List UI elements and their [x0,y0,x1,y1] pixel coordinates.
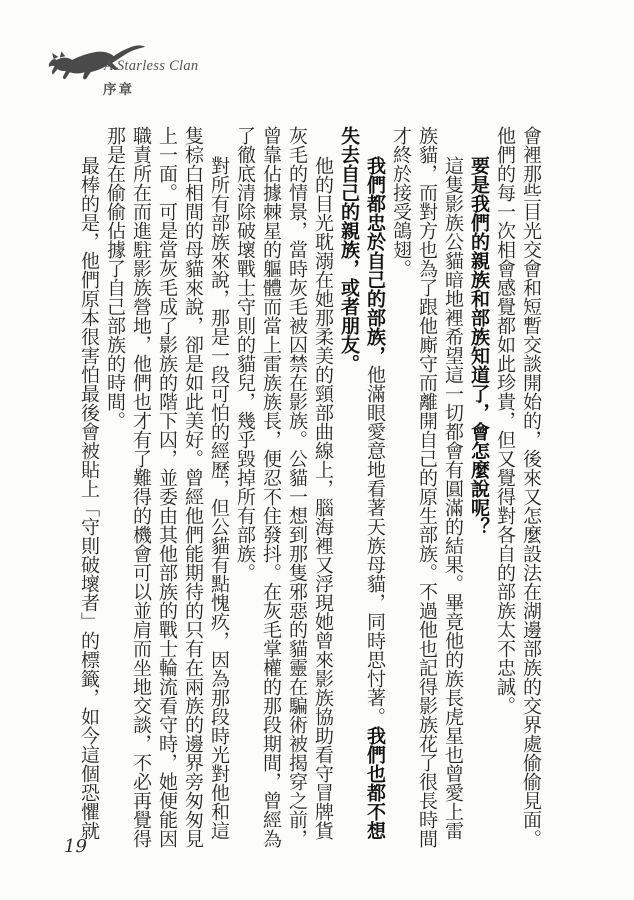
text-run: 他滿眼愛意地看著天族母貓，同時思忖著。 [364,365,385,727]
paragraph-5 [231,126,335,858]
page-header [0,0,300,120]
paragraph-7 [75,126,101,858]
paragraph-6 [101,126,231,858]
text-run: 這隻影族公貓暗地裡希望這一切都會有圓滿的結果。畢竟他的族長虎星也曾愛上雷族貓，而對方也為了跟他廝守而離開自己的原生部族。不過他也記得影族花了很長時間才終於接受鴿翅。 [390,126,463,848]
chapter-label: 序章 [103,82,134,97]
paragraph-1 [491,126,543,858]
page-number: 19 [64,836,87,857]
paragraph-2 [465,126,491,858]
text-run: 我們都忠於自己的部族， [364,156,385,366]
text-run: 我們也都不想失去自己的親族，或者朋友。 [338,126,385,841]
prologue-text [75,126,543,858]
paragraph-4 [335,126,387,858]
text-run: 最棒的是，他們原本很害怕最後會被貼上「守則破壞者」的標籤，如今這個恐懼就 [78,156,99,841]
paragraph-3 [387,126,465,858]
text-run: 對所有部族來說，那是一段可怕的經歷，但公貓有點愧疚，因為那段時光對他和這隻棕白相間的母貓來說，卻是如此美好。曾經他們能期待的只有在兩族的邊界旁匆匆見上一面。可是當灰毛成了影族的階下囚，並委由其他部族的戰士輪流看守時，她便能因職責所在而進駐影族營地，他們也才有了難得的機會可以並肩而坐地交談，不必再覺得那是在偷偷佔據了自己部族的時間。 [104,126,229,848]
text-run: 他的目光耽溺在她那柔美的頸部曲線上，腦海裡又浮現她曾來影族協助看守冒牌貨灰毛的情景，當時灰毛被囚禁在影族。公貓一想到那隻邪惡的貓靈在騙術被揭穿之前，曾靠佔據棘星的軀體而當上雷族族長，便忍不住發抖。在灰毛掌權的那段期間，曾經為了徹底清除破壞戰士守則的貓兒，幾乎毀掉所有部族。 [234,126,333,848]
text-run: 會裡那些目光交會和短暫交談開始的，後來又怎麼設法在湖邊部族的交界處偷偷見面。他們的每一次相會感覺都如此珍貴，但又覺得對各自的部族太不忠誠。 [494,126,541,848]
text-run: 要是我們的親族和部族知道了，會怎麼說呢？ [468,156,489,537]
series-title: A Starless Clan [104,58,199,74]
